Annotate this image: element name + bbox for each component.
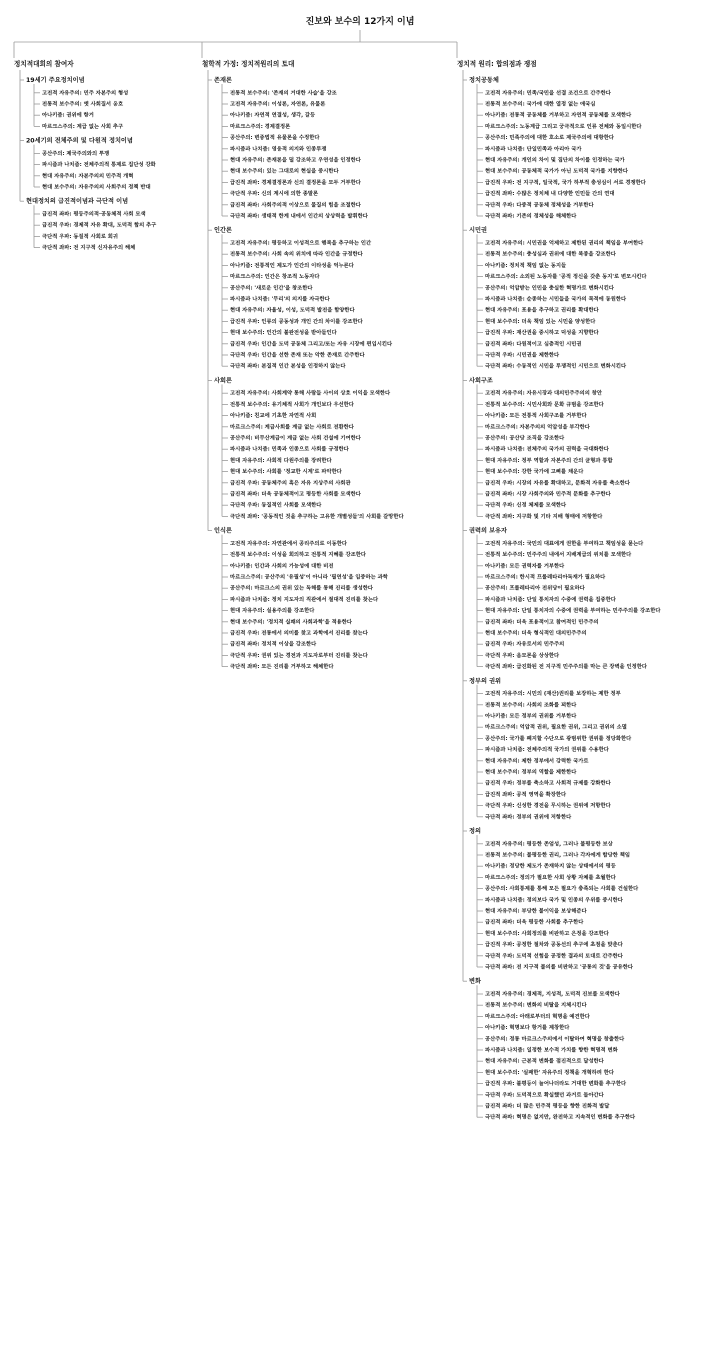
leaf-item: 급진적 좌파: 더욱 평등한 사회를 추구한다 xyxy=(485,919,584,926)
leaf-item: 급진적 좌파: 정치적 이상을 강조한다 xyxy=(230,641,317,648)
leaf-item: 전통적 보수주의: 사회의 조화를 꾀한다 xyxy=(485,702,577,709)
leaf-item: 파시즘과 나치즘: 전체주의적 통제로 집단성 강화 xyxy=(42,162,156,169)
leaf-item: 현대 보수주의: 인간의 불완전성을 받아들인다 xyxy=(230,330,337,337)
leaf-item: 급진적 좌파: 더욱 공동체적이고 평등한 사회를 모색한다 xyxy=(230,491,361,498)
section-title: 정의 xyxy=(469,828,481,835)
leaf-item: 현대 자유주의: 제한 정부에서 강력한 국가로 xyxy=(485,758,589,765)
leaf-item: 공산주의: 억압받는 인민을 충실한 혁명가로 변화시킨다 xyxy=(485,285,615,292)
leaf-item: 극단적 우파: 신의 계시에 의한 종말론 xyxy=(230,191,319,198)
leaf-item: 아나키즘: 모든 정부의 권위를 거부한다 xyxy=(485,713,577,720)
leaf-item: 아나키즘: 인간과 사회의 가능성에 대한 비전 xyxy=(230,563,334,570)
leaf-item: 아나키즘: 정당한 제도가 존재하지 않는 상태에서의 평등 xyxy=(485,863,616,870)
leaf-item: 파시즘과 나치즘: 일정한 보수적 가치를 향한 혁명적 변화 xyxy=(485,1047,618,1054)
column-title: 철학적 가정: 정치적원리의 토대 xyxy=(202,60,295,68)
leaf-item: 공산주의: 비무산계급이 계급 없는 사회 건설에 기여한다 xyxy=(230,435,361,442)
leaf-item: 고전적 자유주의: 민주 자본주의 형성 xyxy=(42,90,129,97)
leaf-item: 현대 보수주의: 있는 그대로의 현실을 중시한다 xyxy=(230,168,339,175)
leaf-item: 현대 자유주의: 근본적 변화를 점진적으로 달성한다 xyxy=(485,1058,604,1065)
leaf-item: 마르크스주의: 억압적 권위, 필요한 권위, 그리고 권위의 소멸 xyxy=(485,724,627,731)
leaf-item: 고전적 자유주의: 시민권을 억제하고 제한된 권리의 책임을 부여한다 xyxy=(485,240,644,247)
leaf-item: 극단적 우파: 인간을 선한 존재 또는 악한 존재로 간주한다 xyxy=(230,352,365,359)
leaf-item: 급진적 좌파: 다원적이고 심층적인 시민권 xyxy=(485,341,582,348)
leaf-item: 극단적 우파: 신성한 경전을 무시하는 권위에 저항한다 xyxy=(485,803,611,810)
leaf-item: 급진적 좌파: 사회주의적 이상으로 물질의 힘을 조절한다 xyxy=(230,202,361,209)
leaf-item: 급진적 우파: 공동체주의 혹은 자유 지상주의 사회관 xyxy=(230,480,351,487)
leaf-item: 급진적 좌파: 시장 사회주의와 민주적 문화를 추구한다 xyxy=(485,491,611,498)
section-title: 인식론 xyxy=(214,527,232,535)
leaf-item: 현대 보수주의: 강한 국가에 고삐를 채운다 xyxy=(485,469,584,476)
leaf-item: 현대 보수주의: 더욱 책임 있는 시민을 양성한다 xyxy=(485,318,596,325)
leaf-item: 마르크스주의: 공산주의 '유필성'이 아니라 '필연성'을 입증하는 과학 xyxy=(230,574,388,581)
leaf-item: 극단적 좌파: 본질적 인간 본성을 인정하지 않는다 xyxy=(230,363,346,370)
leaf-item: 극단적 우파: 신정 체제를 모색한다 xyxy=(485,502,567,509)
leaf-item: 고전적 자유주의: 자유시장과 대의민주주의의 창안 xyxy=(485,390,602,397)
root-title: 진보와 보수의 12가지 이념 xyxy=(305,17,415,27)
leaf-item: 전통적 보수주의: 이성을 회의하고 전통적 지혜를 강조한다 xyxy=(230,552,366,559)
leaf-item: 현대 보수주의: 사회를 '정교한 시계'로 파악한다 xyxy=(230,469,342,476)
section-title: 정부의 권위 xyxy=(469,677,502,685)
leaf-item: 고전적 자유주의: 자연관에서 공리주의로 이동한다 xyxy=(230,540,347,547)
leaf-item: 현대 자유주의: 정부 역할과 자본주의 간의 균형과 통합 xyxy=(485,457,613,464)
leaf-item: 극단적 좌파: 기존의 정체성을 해체한다 xyxy=(485,213,577,220)
leaf-item: 아나키즘: 모든 권력자를 거부한다 xyxy=(485,563,565,570)
leaf-item: 고전적 자유주의: 민족/국민을 선결 조건으로 간주한다 xyxy=(485,90,611,97)
leaf-item: 전통적 보수주의: '존재의 거대한 사슬'을 강조 xyxy=(230,90,337,97)
leaf-item: 아나키즘: 전통적인 제도가 인간의 이타성을 억누른다 xyxy=(230,262,354,269)
leaf-item: 극단적 우파: 음모론을 상상한다 xyxy=(485,652,560,659)
leaf-item: 전통적 보수주의: 국가에 대한 열정 없는 애국심 xyxy=(485,101,596,108)
section-title: 사회론 xyxy=(214,377,232,385)
leaf-item: 파시즘과 나치즘: 영웅적 의지와 인종투쟁 xyxy=(230,146,327,153)
leaf-item: 현대 자유주의: 자율성, 이성, 도덕적 발전을 함양한다 xyxy=(230,307,355,314)
leaf-item: 급진적 우파: 인간을 도덕 공동체 그리고/또는 자유 시장에 편입시킨다 xyxy=(230,341,393,348)
leaf-item: 파시즘과 나치즘: 정의보다 국가 및 인종의 우위를 중시한다 xyxy=(485,897,623,904)
leaf-item: 전통적 보수주의: 사회 속의 위치에 따라 인간을 규정한다 xyxy=(230,251,363,258)
leaf-item: 급진적 우파: 전 지구적, 일국적, 국가 하부적 충성심이 서로 경쟁한다 xyxy=(485,179,646,186)
leaf-item: 급진적 우파: 경제적 자유 확대, 도덕적 합의 추구 xyxy=(42,222,157,229)
leaf-item: 공산주의: 민족주의에 대한 호소로 제국주의에 대항한다 xyxy=(485,135,615,142)
leaf-item: 급진적 우파: 재산권을 중시하고 덕성을 지향한다 xyxy=(485,330,599,337)
leaf-item: 극단적 우파: 권위 있는 경전과 지도자로부터 진리를 찾는다 xyxy=(230,652,368,659)
leaf-item: 현대 보수주의: 정부의 역할을 제한한다 xyxy=(485,769,577,776)
leaf-item: 아나키즘: 혁명보다 항거를 제창한다 xyxy=(485,1025,570,1032)
section-title: 존재론 xyxy=(214,77,232,84)
section-title: 권력의 보유자 xyxy=(469,527,508,535)
section-title: 인간론 xyxy=(214,227,232,235)
leaf-item: 현대 자유주의: 부당한 불이익을 보상해준다 xyxy=(485,908,587,915)
leaf-item: 아나키즘: 권위에 항거 xyxy=(42,112,94,119)
leaf-item: 전통적 보수주의: 불평등한 권리, 그러나 각자에게 합당한 책임 xyxy=(485,852,630,859)
leaf-item: 전통적 보수주의: 유기체적 사회가 개인보다 우선한다 xyxy=(230,401,354,408)
section-title: 정치공동체 xyxy=(469,77,499,84)
section-title: 시민권 xyxy=(469,227,487,235)
leaf-item: 아나키즘: 모든 전통적 사회구조를 거부한다 xyxy=(485,413,587,420)
leaf-item: 마르크스주의: 자본주의의 억압성을 부각한다 xyxy=(485,424,590,431)
leaf-item: 아나키즘: 자연적 연결성, 생각, 갈등 xyxy=(230,112,316,119)
leaf-item: 마르크스주의: 아래로부터의 혁명을 예견한다 xyxy=(485,1013,590,1020)
leaf-item: 극단적 우파: 시민권을 제한한다 xyxy=(485,352,560,359)
leaf-item: 아나키즘: 전통적 공동체를 거부하고 자연적 공동체를 모색한다 xyxy=(485,112,632,119)
leaf-item: 파시즘과 나치즘: 순종하는 시민들을 국가의 목적에 동원한다 xyxy=(485,296,627,303)
leaf-item: 마르크스주의: 인간은 창조적 노동자다 xyxy=(230,274,320,281)
leaf-item: 공산주의: 제국주의와의 투쟁 xyxy=(42,150,110,157)
leaf-item: 고전적 자유주의: 평등한 존엄성, 그러나 불평등한 보상 xyxy=(485,841,613,848)
leaf-item: 극단적 좌파: '공동적인 것을 추구하는 고유한 개별성들'의 사회를 갈망한다 xyxy=(230,513,404,520)
leaf-item: 극단적 우파: 다중적 공동체 정체성을 거부한다 xyxy=(485,202,594,209)
section-title: 19세기 주요정치이념 xyxy=(26,77,85,84)
section-title: 사회구조 xyxy=(469,377,493,385)
leaf-item: 극단적 좌파: 생태적 한계 내에서 인간의 상상력을 발휘한다 xyxy=(230,213,368,220)
leaf-item: 급진적 우파: 자유로서의 민주주의 xyxy=(485,641,565,648)
leaf-item: 공산주의: 공산당 조직을 강조한다 xyxy=(485,435,565,442)
leaf-item: 공산주의: 마르크스의 권위 있는 독해를 통해 진리를 생성한다 xyxy=(230,585,373,592)
leaf-item: 마르크스주의: 소외된 노동자를 '공적 정신을 갖춘 동지'로 변모시킨다 xyxy=(485,274,647,281)
leaf-item: 파시즘과 나치즘: 전체주의적 국가의 권위를 수용한다 xyxy=(485,747,609,754)
section-title: 변화 xyxy=(469,978,481,986)
leaf-item: 극단적 좌파: 모든 진리를 거부하고 해체한다 xyxy=(230,664,334,671)
leaf-item: 파시즘과 나치즘: '무리'의 의지를 자극한다 xyxy=(230,296,330,303)
leaf-item: 현대 자유주의: 포용을 추구하고 권리를 확대한다 xyxy=(485,307,599,314)
leaf-item: 극단적 좌파: 전 지구적 신자유주의 해체 xyxy=(42,245,136,252)
leaf-item: 고전적 자유주의: 경제적, 지성적, 도덕적 진보를 모색한다 xyxy=(485,991,620,998)
leaf-item: 극단적 우파: 동질적인 사회를 모색한다 xyxy=(230,502,322,509)
leaf-item: 파시즘과 나치즘: 민족과 인종으로 사회를 규정한다 xyxy=(230,446,349,453)
leaf-item: 현대 보수주의: '정치적 실패의 사회과학'을 적용한다 xyxy=(230,619,353,626)
leaf-item: 고전적 자유주의: 시민의 (재산)권리를 보장하는 제한 정부 xyxy=(485,691,621,698)
leaf-item: 극단적 좌파: 전 지구적 불의를 비판하고 '공통의 것'을 공유한다 xyxy=(485,964,634,971)
leaf-item: 급진적 우파: 불평등이 늘어나더라도 거대한 변화를 추구한다 xyxy=(485,1081,627,1088)
leaf-item: 현대 보수주의: '실패한' 자유주의 정책을 개혁하려 한다 xyxy=(485,1069,614,1076)
column-title: 정치적대회의 참여자 xyxy=(14,60,74,68)
leaf-item: 현대 자유주의: 사회적 다원주의를 장려한다 xyxy=(230,457,332,464)
leaf-item: 고전적 자유주의: 평등하고 이성적으로 행복을 추구하는 인간 xyxy=(230,240,372,247)
column-title: 정치적 원리: 합의점과 쟁점 xyxy=(457,60,537,68)
leaf-item: 급진적 우파: 공정한 절차와 공동선의 추구에 초점을 맞춘다 xyxy=(485,942,623,949)
leaf-item: 아나키즘: 정치적 책임 없는 동지들 xyxy=(485,262,567,269)
leaf-item: 현대 자유주의: 개인의 차이 및 집단의 차이를 인정하는 국가 xyxy=(485,157,625,164)
leaf-item: 전통적 보수주의: 옛 사회질서 옹호 xyxy=(42,101,124,108)
leaf-item: 고전적 자유주의: 사회계약 통해 사람들 사이의 상호 이익을 모색한다 xyxy=(230,390,391,397)
leaf-item: 급진적 좌파: 더 많은 민주적 평등을 향한 진화적 발달 xyxy=(485,1103,610,1110)
leaf-item: 현대 자유주의: 단일 통치자의 수중에 권력을 부여하는 민주주의를 강조한다 xyxy=(485,608,661,615)
leaf-item: 파시즘과 나치즘: 정치 지도자의 직관에서 절대적 진리를 찾는다 xyxy=(230,596,379,603)
leaf-item: 마르크스주의: 정의가 필요한 사회 상황 자체를 초월한다 xyxy=(485,874,616,881)
leaf-item: 급진적 좌파: 더욱 포용적이고 참여적인 민주주의 xyxy=(485,619,599,626)
leaf-item: 공산주의: 변증법적 유물론을 수정한다 xyxy=(230,135,320,142)
leaf-item: 현대 보수주의: 공동체적 국가가 아닌 도덕적 국가를 지향한다 xyxy=(485,168,628,175)
leaf-item: 극단적 좌파: 급진화된 전 지구적 민주주의를 막는 큰 장벽을 인정한다 xyxy=(485,664,647,671)
leaf-item: 전통적 보수주의: 민주주의 내에서 지배계급의 위치를 모색한다 xyxy=(485,552,632,559)
leaf-item: 급진적 우파: 시장의 자유를 확대하고, 문화적 자유를 축소한다 xyxy=(485,480,630,487)
leaf-item: 극단적 좌파: 수동적인 시민을 투쟁적인 시민으로 변화시킨다 xyxy=(485,363,627,370)
leaf-item: 급진적 우파: 전통에서 의미를 찾고 과학에서 진리를 찾는다 xyxy=(230,630,368,637)
leaf-item: 고전적 자유주의: 이성론, 자연론, 유물론 xyxy=(230,101,326,108)
leaf-item: 공산주의: 사회통제를 통해 모든 필요가 충족되는 사회를 건설한다 xyxy=(485,886,639,893)
leaf-item: 전통적 보수주의: 시민사회와 문화 규범을 강조한다 xyxy=(485,401,604,408)
leaf-item: 파시즘과 나치즘: 단일 통치자의 수중에 권력을 집중한다 xyxy=(485,596,616,603)
leaf-item: 아나키즘: 친교에 기초한 자연적 사회 xyxy=(230,413,317,420)
leaf-item: 현대 자유주의: 실용주의를 강조한다 xyxy=(230,608,315,615)
leaf-item: 급진적 좌파: 수많은 정치체 내 다양한 인민들 간의 연대 xyxy=(485,191,615,198)
leaf-item: 마르크스주의: 계급사회를 계급 없는 사회로 전환한다 xyxy=(230,424,354,431)
leaf-item: 급진적 좌파: 경제결정론과 신의 결정론을 모두 거부한다 xyxy=(230,179,361,186)
leaf-item: 파시즘과 나치즘: 전체주의 국가의 권력을 극대화한다 xyxy=(485,446,609,453)
leaf-item: 현대 보수주의: 사회정의를 비판하고 은정을 강조한다 xyxy=(485,930,609,937)
leaf-item: 급진적 우파: 인류의 공동성과 개인 간의 차이를 강조한다 xyxy=(230,318,363,325)
leaf-item: 고전적 자유주의: 국민의 대표에게 권한을 부여하고 책임성을 묻는다 xyxy=(485,540,644,547)
leaf-item: 현대 자유주의: 자본주의의 민주적 개혁 xyxy=(42,173,134,180)
leaf-item: 공산주의: '새로운 인간'을 창조한다 xyxy=(230,285,313,292)
section-title: 현대정치의 급진적이념과 극단적 이념 xyxy=(26,198,129,206)
leaf-item: 전통적 보수주의: 변화의 비탈을 지체시킨다 xyxy=(485,1002,587,1009)
leaf-item: 극단적 좌파: 혁명은 없지만, 완전하고 지속적인 변화를 추구한다 xyxy=(485,1114,636,1121)
section-title: 20세기의 전체주의 및 다원적 정치이념 xyxy=(26,137,133,145)
leaf-item: 현대 보수주의: 더욱 형식적인 대의민주주의 xyxy=(485,630,587,637)
leaf-item: 현대 자유주의: 존재론을 덜 강조하고 우연성을 인정한다 xyxy=(230,157,361,164)
leaf-item: 급진적 좌파: 평등주의적·공동체적 사회 모색 xyxy=(42,211,146,218)
leaf-item: 마르크스주의: 계급 없는 사회 추구 xyxy=(42,123,124,130)
leaf-item: 마르크스주의: 노동계급 그리고 궁극적으로 인류 전체와 동일시한다 xyxy=(485,123,642,130)
leaf-item: 공산주의: 국가를 폐지할 수단으로 광범위한 권위를 정당화한다 xyxy=(485,735,632,742)
leaf-item: 극단적 우파: 동질적 사회로 회귀 xyxy=(42,233,119,240)
leaf-item: 공산주의: 프롤레타리아 전위당이 필요하다 xyxy=(485,585,585,592)
leaf-item: 현대 보수주의: 자유주의의 사회주의 정책 반대 xyxy=(42,184,151,191)
leaf-item: 급진적 좌파: 공적 영역을 확장한다 xyxy=(485,791,567,798)
leaf-item: 극단적 우파: 도덕적 선험을 공정한 결과의 토대로 간주한다 xyxy=(485,953,623,960)
leaf-item: 극단적 우파: 도덕적으로 확실했던 과거로 돌아간다 xyxy=(485,1092,604,1099)
leaf-item: 공산주의: 정통 마르크스주의에서 이탈하여 혁명을 창출한다 xyxy=(485,1036,625,1043)
leaf-item: 급진적 우파: 정부를 축소하고 사회적 규제를 강화한다 xyxy=(485,780,611,787)
leaf-item: 마르크스주의: 한시적 프롤레타리아독재가 필요하다 xyxy=(485,574,606,581)
leaf-item: 파시즘과 나치즘: 단일민족과 아리아 국가 xyxy=(485,146,582,153)
leaf-item: 극단적 좌파: 지구화 및 기타 지배 형태에 저항한다 xyxy=(485,513,603,520)
leaf-item: 전통적 보수주의: 충성심과 권위에 대한 복종을 강조한다 xyxy=(485,251,616,258)
leaf-item: 마르크스주의: 경제결정론 xyxy=(230,123,291,130)
leaf-item: 극단적 좌파: 정부의 권위에 저항한다 xyxy=(485,814,572,821)
